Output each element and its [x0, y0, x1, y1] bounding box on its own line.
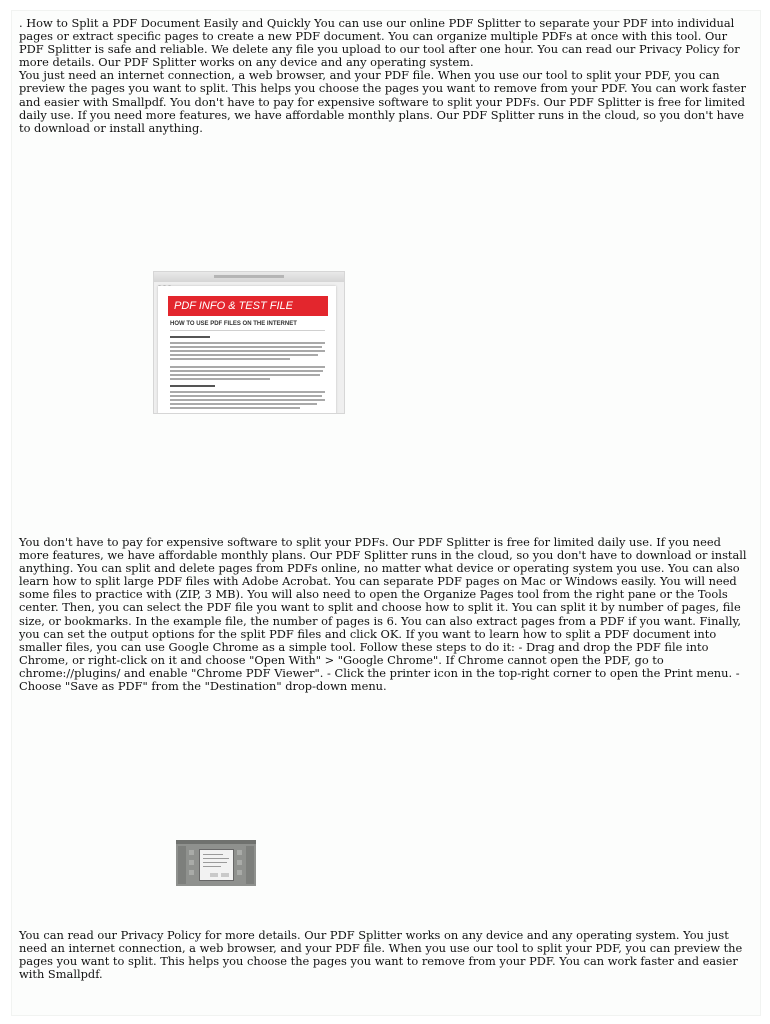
print-dialog — [199, 849, 234, 881]
pdf-page-preview — [158, 286, 336, 414]
chrome-dialog-thumbnail — [176, 840, 256, 886]
paragraph-intro: . How to Split a PDF Document Easily and Quickly You can use our online PDF Splitter to separate your PDF into individual pages or extract specific pages to create a new PDF document. You can organize multiple PDFs at once with this tool. Our PDF Splitter is safe and reliable. We delete any file you upload to our tool after one hour. You can read our Privacy Policy for more details. Our PDF Splitter works on any device and any operating system. You just need an internet connection, a web browser, and your PDF file. When you use our tool to split your PDF, you can preview the pages you want to split. This helps you choose the pages you want to remove from your PDF. You can work faster and easier with Smallpdf. You don't have to pay for expensive software to split your PDFs. Our PDF Splitter is free for limited daily use. If you need more features, we have affordable monthly plans. Our PDF Splitter runs in the cloud, so you don't have to download or install anything. — [19, 16, 746, 135]
paragraph-split-steps: You don't have to pay for expensive software to split your PDFs. Our PDF Splitter is free for limited daily use. If you need more features, we have affordable monthly plans. Our PDF Splitter runs in the cloud, so you don't have to download or install anything. You can split and delete pages from PDFs online, no matter what device or operating system you use. You can also learn how to split large PDF files with Adobe Acrobat. You can separate PDF pages on Mac or Windows easily. You will need some files to practice with (ZIP, 3 MB). You will also need to open the Organize Pages tool from the right pane or the Tools center. Then, you can select the PDF file you want to split and choose how to split it. You can split it by number of pages, file size, or bookmarks. In the example file, the number of pages is 6. You can also extract pages from a PDF if you want. Finally, you can set the output options for the split PDF files and click OK. If you want to learn how to split a PDF document into smaller files, you can use Google Chrome as a simple tool. Follow these steps to do it: - Drag and drop the PDF file into Chrome, or right-click on it and choose "Open With" > "Google Chrome". If Chrome cannot open the PDF, go to chrome://plugins/ and enable "Chrome PDF Viewer". - Click the printer icon in the top-right corner to open the Print menu. - Choose "Save as PDF" from the "Destination" drop-down menu. — [19, 535, 747, 694]
window-titlebar — [154, 272, 344, 282]
paragraph-privacy: You can read our Privacy Policy for more details. Our PDF Splitter works on any device and any operating system. You just need an internet connection, a web browser, and your PDF file. When you use our tool to split your PDF, you can preview the pages you want to split. This helps you choose the pages you want to remove from your PDF. You can work faster and easier with Smallpdf. — [19, 928, 743, 982]
pdf-info-thumbnail — [153, 271, 345, 414]
pdf-banner-title: PDF INFO & TEST FILE — [174, 300, 293, 312]
pdf-banner — [168, 296, 328, 316]
pdf-subtitle: HOW TO USE PDF FILES ON THE INTERNET — [170, 321, 297, 327]
document-page — [11, 10, 761, 1016]
